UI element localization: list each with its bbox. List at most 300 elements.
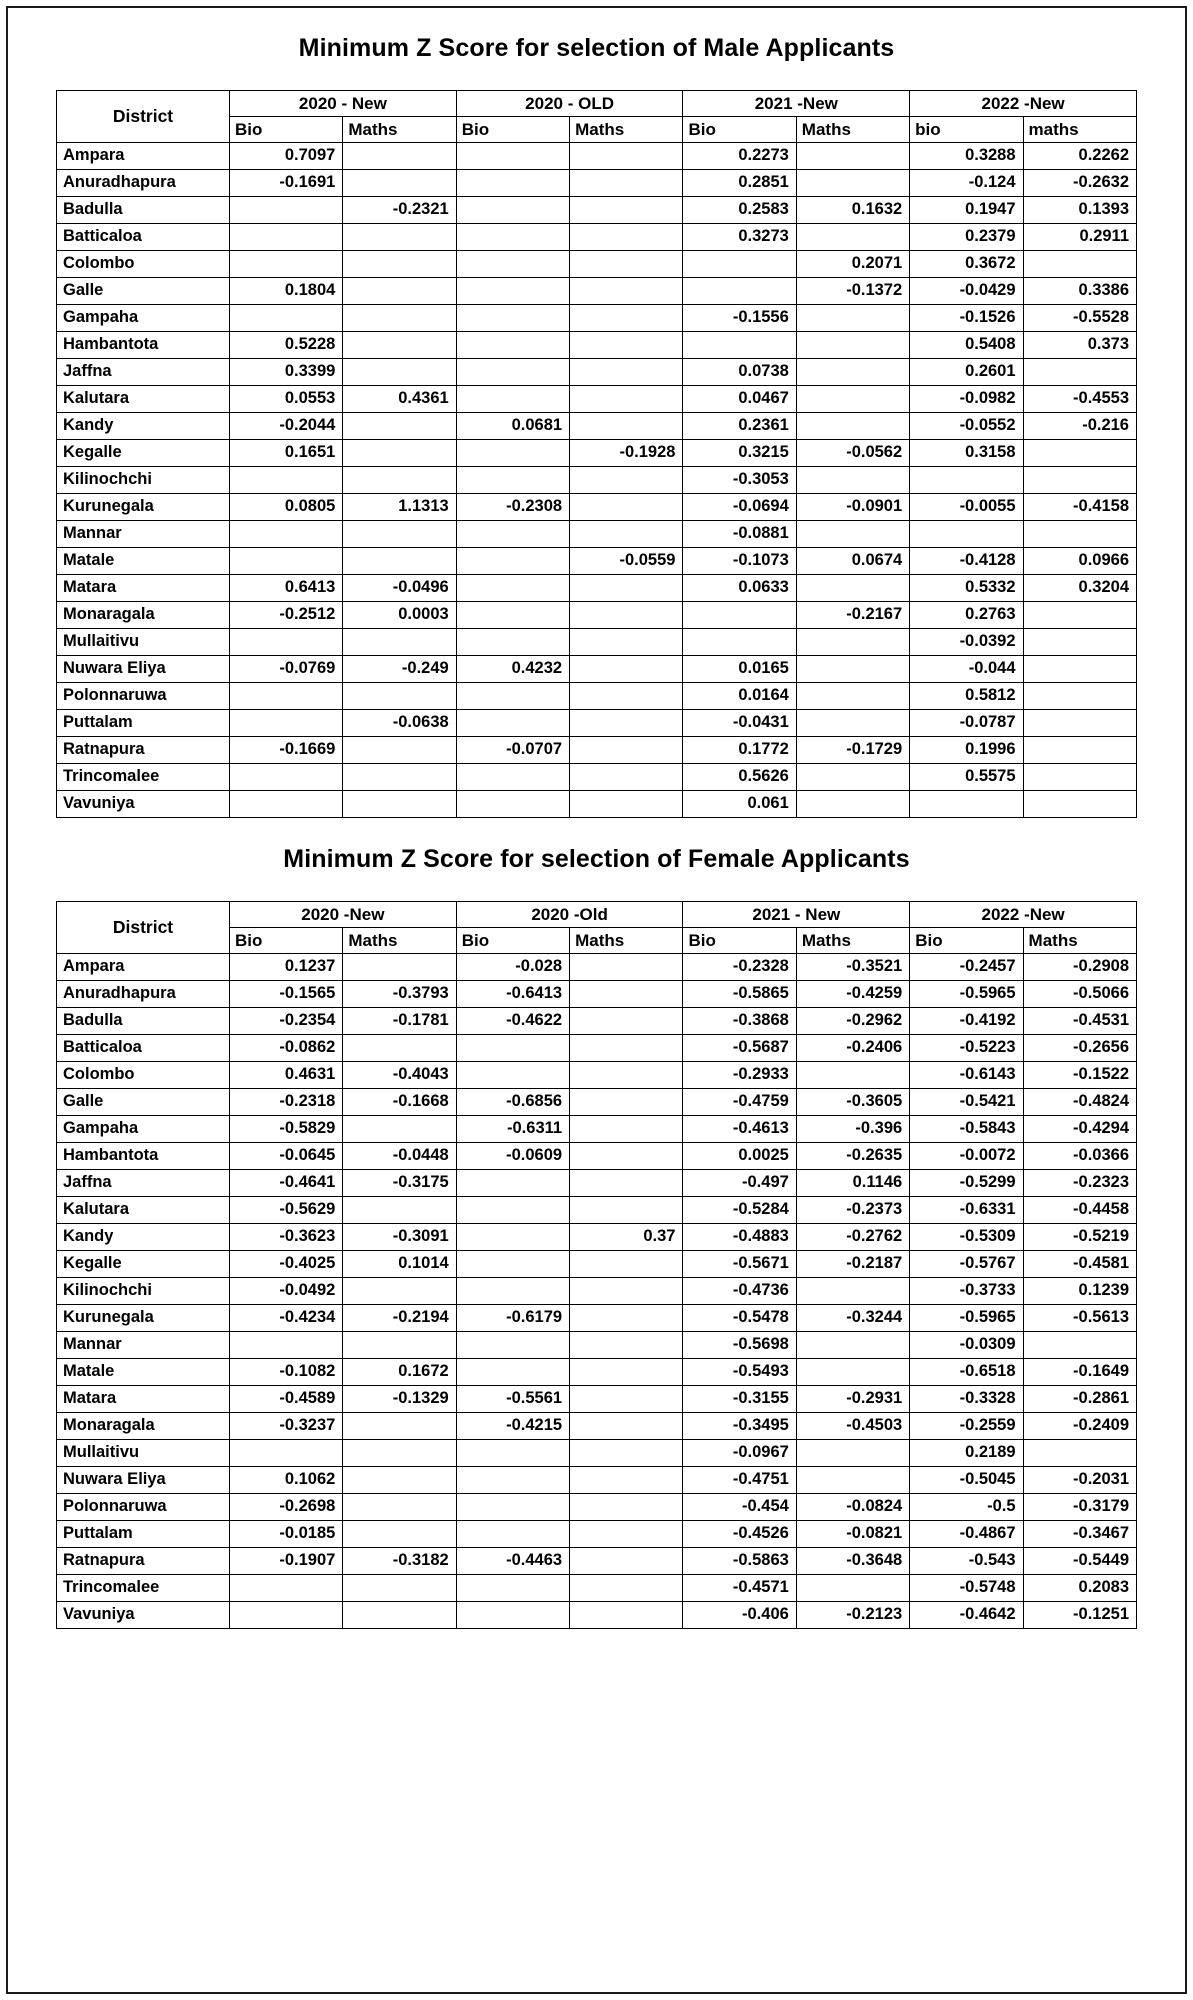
male-value-cell xyxy=(570,494,683,521)
male-table-head xyxy=(57,91,1137,143)
male-value-cell xyxy=(570,332,683,359)
table-row xyxy=(57,197,1137,224)
female-value-cell: -0.2861 xyxy=(1023,1386,1136,1413)
male-value-cell: 0.2911 xyxy=(1023,224,1136,251)
female-value-cell xyxy=(796,1467,909,1494)
female-value-cell: -0.2409 xyxy=(1023,1413,1136,1440)
female-value-cell: 0.1239 xyxy=(1023,1278,1136,1305)
male-value-cell: -0.1669 xyxy=(229,737,342,764)
female-subheader-4: Bio xyxy=(683,928,796,954)
male-value-cell: 0.0165 xyxy=(683,656,796,683)
male-district-cell: Anuradhapura xyxy=(57,170,230,197)
table-row xyxy=(57,1116,1137,1143)
female-value-cell: -0.5 xyxy=(910,1494,1023,1521)
female-value-cell: -0.2635 xyxy=(796,1143,909,1170)
male-value-cell: 0.1772 xyxy=(683,737,796,764)
female-district-cell: Jaffna xyxy=(57,1170,230,1197)
female-value-cell: -0.0862 xyxy=(229,1035,342,1062)
female-value-cell: -0.5671 xyxy=(683,1251,796,1278)
female-value-cell xyxy=(229,1575,342,1602)
male-value-cell xyxy=(343,737,456,764)
female-value-cell: -0.3328 xyxy=(910,1386,1023,1413)
female-district-cell: Matale xyxy=(57,1359,230,1386)
male-value-cell xyxy=(456,791,569,818)
female-value-cell: -0.4192 xyxy=(910,1008,1023,1035)
male-value-cell xyxy=(343,413,456,440)
male-value-cell: 0.3158 xyxy=(910,440,1023,467)
male-value-cell: 0.5228 xyxy=(229,332,342,359)
male-group-header-2021-new: 2021 -New xyxy=(683,91,910,117)
female-value-cell: -0.6413 xyxy=(456,981,569,1008)
female-value-cell: -0.2318 xyxy=(229,1089,342,1116)
female-value-cell: -0.406 xyxy=(683,1602,796,1629)
male-value-cell xyxy=(796,170,909,197)
male-district-cell: Kilinochchi xyxy=(57,467,230,494)
female-value-cell: -0.4736 xyxy=(683,1278,796,1305)
female-value-cell: -0.0821 xyxy=(796,1521,909,1548)
male-district-cell: Jaffna xyxy=(57,359,230,386)
female-value-cell xyxy=(570,1278,683,1305)
female-value-cell xyxy=(1023,1440,1136,1467)
male-value-cell xyxy=(343,791,456,818)
female-value-cell: -0.5629 xyxy=(229,1197,342,1224)
female-value-cell: -0.4571 xyxy=(683,1575,796,1602)
male-group-header-2020-old: 2020 - OLD xyxy=(456,91,683,117)
male-value-cell xyxy=(456,224,569,251)
male-value-cell: 0.0553 xyxy=(229,386,342,413)
table-row xyxy=(57,1602,1137,1629)
female-value-cell xyxy=(456,1602,569,1629)
male-value-cell xyxy=(456,440,569,467)
female-subheader-2: Bio xyxy=(456,928,569,954)
table-row xyxy=(57,710,1137,737)
male-value-cell xyxy=(570,683,683,710)
female-value-cell: -0.5865 xyxy=(683,981,796,1008)
female-value-cell xyxy=(570,1332,683,1359)
table-row xyxy=(57,764,1137,791)
table-row xyxy=(57,143,1137,170)
male-district-cell: Galle xyxy=(57,278,230,305)
female-value-cell: -0.2187 xyxy=(796,1251,909,1278)
male-value-cell: 0.2273 xyxy=(683,143,796,170)
male-value-cell: -0.1372 xyxy=(796,278,909,305)
male-value-cell xyxy=(796,224,909,251)
male-value-cell: 0.1947 xyxy=(910,197,1023,224)
male-value-cell: -0.124 xyxy=(910,170,1023,197)
female-value-cell: -0.4043 xyxy=(343,1062,456,1089)
female-value-cell: 0.2083 xyxy=(1023,1575,1136,1602)
female-value-cell xyxy=(1023,1332,1136,1359)
female-value-cell: -0.4503 xyxy=(796,1413,909,1440)
male-district-cell: Matale xyxy=(57,548,230,575)
male-value-cell: 0.2361 xyxy=(683,413,796,440)
female-value-cell xyxy=(570,1197,683,1224)
female-value-cell: -0.2323 xyxy=(1023,1170,1136,1197)
male-value-cell: -0.4553 xyxy=(1023,386,1136,413)
male-value-cell: 0.5626 xyxy=(683,764,796,791)
female-district-cell: Vavuniya xyxy=(57,1602,230,1629)
female-value-cell: -0.0366 xyxy=(1023,1143,1136,1170)
male-value-cell xyxy=(229,764,342,791)
table-row xyxy=(57,954,1137,981)
female-value-cell xyxy=(456,1197,569,1224)
female-value-cell: -0.3244 xyxy=(796,1305,909,1332)
male-value-cell xyxy=(796,359,909,386)
male-value-cell: 0.4232 xyxy=(456,656,569,683)
female-value-cell: -0.0824 xyxy=(796,1494,909,1521)
female-value-cell xyxy=(570,1170,683,1197)
male-value-cell xyxy=(343,683,456,710)
table-row xyxy=(57,440,1137,467)
male-value-cell xyxy=(1023,251,1136,278)
male-value-cell xyxy=(343,359,456,386)
male-district-cell: Kegalle xyxy=(57,440,230,467)
male-value-cell xyxy=(796,764,909,791)
male-value-cell: 0.1393 xyxy=(1023,197,1136,224)
table-row xyxy=(57,1089,1137,1116)
male-value-cell: 0.2851 xyxy=(683,170,796,197)
female-value-cell xyxy=(343,1035,456,1062)
male-value-cell: -0.249 xyxy=(343,656,456,683)
female-value-cell: 0.1237 xyxy=(229,954,342,981)
male-value-cell: -0.0638 xyxy=(343,710,456,737)
female-district-cell: Colombo xyxy=(57,1062,230,1089)
male-district-cell: Mannar xyxy=(57,521,230,548)
female-value-cell: -0.4215 xyxy=(456,1413,569,1440)
table-row xyxy=(57,1575,1137,1602)
male-value-cell: -0.2167 xyxy=(796,602,909,629)
female-value-cell: -0.497 xyxy=(683,1170,796,1197)
female-value-cell: -0.5066 xyxy=(1023,981,1136,1008)
male-value-cell xyxy=(570,629,683,656)
female-value-cell xyxy=(570,981,683,1008)
female-value-cell: -0.5687 xyxy=(683,1035,796,1062)
female-value-cell xyxy=(456,1359,569,1386)
female-value-cell xyxy=(570,1035,683,1062)
male-value-cell: -0.2308 xyxy=(456,494,569,521)
female-value-cell: -0.2908 xyxy=(1023,954,1136,981)
male-value-cell: -0.4128 xyxy=(910,548,1023,575)
male-district-cell: Badulla xyxy=(57,197,230,224)
female-value-cell: -0.2123 xyxy=(796,1602,909,1629)
male-value-cell: -0.0055 xyxy=(910,494,1023,521)
female-subheader-0: Bio xyxy=(229,928,342,954)
table-row xyxy=(57,656,1137,683)
table-row xyxy=(57,467,1137,494)
table-row xyxy=(57,548,1137,575)
table-row xyxy=(57,683,1137,710)
male-value-cell xyxy=(1023,467,1136,494)
female-value-cell xyxy=(456,1035,569,1062)
female-group-header-row xyxy=(57,902,1137,928)
table-row xyxy=(57,1305,1137,1332)
female-value-cell: -0.2194 xyxy=(343,1305,456,1332)
male-value-cell: -0.3053 xyxy=(683,467,796,494)
female-value-cell xyxy=(570,1548,683,1575)
female-value-cell xyxy=(343,1197,456,1224)
table-row xyxy=(57,1278,1137,1305)
female-district-cell: Nuwara Eliya xyxy=(57,1467,230,1494)
female-district-cell: Monaragala xyxy=(57,1413,230,1440)
male-value-cell: 0.0966 xyxy=(1023,548,1136,575)
female-value-cell xyxy=(343,1575,456,1602)
male-value-cell: 0.0003 xyxy=(343,602,456,629)
female-value-cell: 0.1014 xyxy=(343,1251,456,1278)
female-table-head xyxy=(57,902,1137,954)
female-value-cell xyxy=(343,1521,456,1548)
male-district-cell: Colombo xyxy=(57,251,230,278)
male-value-cell: 0.5408 xyxy=(910,332,1023,359)
female-value-cell xyxy=(570,1413,683,1440)
table-row xyxy=(57,629,1137,656)
female-value-cell: -0.028 xyxy=(456,954,569,981)
table-row xyxy=(57,1359,1137,1386)
female-district-cell: Hambantota xyxy=(57,1143,230,1170)
female-district-cell: Batticaloa xyxy=(57,1035,230,1062)
table-row xyxy=(57,602,1137,629)
female-value-cell: -0.3648 xyxy=(796,1548,909,1575)
male-value-cell: 0.2071 xyxy=(796,251,909,278)
female-value-cell xyxy=(456,1440,569,1467)
female-value-cell: -0.4294 xyxy=(1023,1116,1136,1143)
male-value-cell: 0.6413 xyxy=(229,575,342,602)
table-row xyxy=(57,1062,1137,1089)
female-value-cell xyxy=(570,1062,683,1089)
male-subheader-3: Maths xyxy=(570,117,683,143)
male-value-cell xyxy=(456,683,569,710)
female-value-cell: -0.2559 xyxy=(910,1413,1023,1440)
table-row xyxy=(57,1035,1137,1062)
table-row xyxy=(57,737,1137,764)
female-value-cell: -0.543 xyxy=(910,1548,1023,1575)
female-value-cell: -0.0448 xyxy=(343,1143,456,1170)
male-value-cell xyxy=(796,575,909,602)
female-value-cell xyxy=(796,1332,909,1359)
male-value-cell xyxy=(343,548,456,575)
female-value-cell: -0.1649 xyxy=(1023,1359,1136,1386)
male-value-cell: -0.1556 xyxy=(683,305,796,332)
male-value-cell xyxy=(229,548,342,575)
female-value-cell: -0.2031 xyxy=(1023,1467,1136,1494)
male-value-cell: 0.2379 xyxy=(910,224,1023,251)
male-value-cell: 0.2583 xyxy=(683,197,796,224)
male-value-cell: 0.3215 xyxy=(683,440,796,467)
female-value-cell xyxy=(570,1251,683,1278)
male-value-cell xyxy=(456,764,569,791)
male-value-cell xyxy=(1023,764,1136,791)
male-value-cell xyxy=(570,278,683,305)
female-value-cell: -0.5449 xyxy=(1023,1548,1136,1575)
male-value-cell xyxy=(910,521,1023,548)
male-value-cell xyxy=(229,710,342,737)
female-value-cell: -0.2406 xyxy=(796,1035,909,1062)
female-value-cell: -0.2457 xyxy=(910,954,1023,981)
male-value-cell: -0.216 xyxy=(1023,413,1136,440)
female-value-cell: -0.5493 xyxy=(683,1359,796,1386)
male-value-cell xyxy=(1023,359,1136,386)
female-subheader-6: Bio xyxy=(910,928,1023,954)
male-value-cell: -0.2512 xyxy=(229,602,342,629)
female-value-cell xyxy=(343,1440,456,1467)
male-value-cell xyxy=(683,278,796,305)
table-row xyxy=(57,1170,1137,1197)
male-value-cell: 0.7097 xyxy=(229,143,342,170)
male-value-cell xyxy=(570,602,683,629)
male-value-cell xyxy=(796,386,909,413)
female-value-cell: -0.5748 xyxy=(910,1575,1023,1602)
male-table-title: Minimum Z Score for selection of Male Applicants xyxy=(298,34,895,62)
male-value-cell xyxy=(1023,521,1136,548)
male-value-cell xyxy=(229,629,342,656)
female-subheader-1: Maths xyxy=(343,928,456,954)
male-value-cell xyxy=(456,467,569,494)
female-z-score-table xyxy=(56,901,1137,1629)
female-value-cell: -0.5421 xyxy=(910,1089,1023,1116)
male-district-cell: Puttalam xyxy=(57,710,230,737)
female-value-cell xyxy=(570,1440,683,1467)
table-row xyxy=(57,170,1137,197)
female-value-cell: -0.6179 xyxy=(456,1305,569,1332)
table-row xyxy=(57,981,1137,1008)
female-district-cell: Ratnapura xyxy=(57,1548,230,1575)
table-row xyxy=(57,278,1137,305)
male-district-cell: Monaragala xyxy=(57,602,230,629)
female-value-cell: -0.4751 xyxy=(683,1467,796,1494)
female-district-cell: Badulla xyxy=(57,1008,230,1035)
female-value-cell: -0.0072 xyxy=(910,1143,1023,1170)
male-value-cell: 0.2262 xyxy=(1023,143,1136,170)
female-value-cell: -0.1907 xyxy=(229,1548,342,1575)
male-value-cell: -0.0392 xyxy=(910,629,1023,656)
table-row xyxy=(57,1386,1137,1413)
male-value-cell xyxy=(570,197,683,224)
female-value-cell xyxy=(456,1494,569,1521)
male-district-cell: Nuwara Eliya xyxy=(57,656,230,683)
female-value-cell: -0.4589 xyxy=(229,1386,342,1413)
male-value-cell: -0.2044 xyxy=(229,413,342,440)
female-district-cell: Gampaha xyxy=(57,1116,230,1143)
male-value-cell xyxy=(229,791,342,818)
table-row xyxy=(57,224,1137,251)
female-value-cell: 0.0025 xyxy=(683,1143,796,1170)
male-value-cell xyxy=(796,143,909,170)
male-value-cell: -0.2321 xyxy=(343,197,456,224)
male-value-cell: 0.1651 xyxy=(229,440,342,467)
male-value-cell: 0.3386 xyxy=(1023,278,1136,305)
male-value-cell: 0.1996 xyxy=(910,737,1023,764)
female-district-cell: Polonnaruwa xyxy=(57,1494,230,1521)
male-value-cell xyxy=(343,224,456,251)
female-value-cell: -0.2656 xyxy=(1023,1035,1136,1062)
male-value-cell xyxy=(229,521,342,548)
male-value-cell: 0.0681 xyxy=(456,413,569,440)
female-value-cell: -0.5863 xyxy=(683,1548,796,1575)
male-value-cell xyxy=(456,197,569,224)
male-value-cell xyxy=(343,170,456,197)
female-value-cell: -0.5767 xyxy=(910,1251,1023,1278)
female-value-cell: -0.3733 xyxy=(910,1278,1023,1305)
male-district-cell: Kandy xyxy=(57,413,230,440)
male-value-cell: 0.2601 xyxy=(910,359,1023,386)
male-value-cell: -0.2632 xyxy=(1023,170,1136,197)
female-value-cell xyxy=(570,1116,683,1143)
female-value-cell: 0.1146 xyxy=(796,1170,909,1197)
table-row xyxy=(57,1251,1137,1278)
female-value-cell: -0.5309 xyxy=(910,1224,1023,1251)
male-value-cell: -0.0496 xyxy=(343,575,456,602)
female-value-cell: -0.4867 xyxy=(910,1521,1023,1548)
male-value-cell xyxy=(796,305,909,332)
female-table-body xyxy=(57,954,1137,1629)
female-value-cell xyxy=(229,1602,342,1629)
female-value-cell xyxy=(343,1278,456,1305)
male-value-cell: 1.1313 xyxy=(343,494,456,521)
male-value-cell: 0.2763 xyxy=(910,602,1023,629)
male-value-cell: -0.1691 xyxy=(229,170,342,197)
male-value-cell xyxy=(343,251,456,278)
male-value-cell xyxy=(796,656,909,683)
male-value-cell xyxy=(796,521,909,548)
female-value-cell: -0.1082 xyxy=(229,1359,342,1386)
male-value-cell xyxy=(570,737,683,764)
male-value-cell: -0.0901 xyxy=(796,494,909,521)
male-subheader-1: Maths xyxy=(343,117,456,143)
male-value-cell: 0.5575 xyxy=(910,764,1023,791)
female-district-cell: Kalutara xyxy=(57,1197,230,1224)
female-value-cell xyxy=(343,1332,456,1359)
male-group-header-2022-new: 2022 -New xyxy=(910,91,1137,117)
female-value-cell: -0.3793 xyxy=(343,981,456,1008)
female-group-header-2020-new: 2020 -New xyxy=(229,902,456,928)
male-district-cell: Polonnaruwa xyxy=(57,683,230,710)
female-value-cell: -0.4259 xyxy=(796,981,909,1008)
male-value-cell: 0.0164 xyxy=(683,683,796,710)
female-subheader-3: Maths xyxy=(570,928,683,954)
table-row xyxy=(57,1143,1137,1170)
female-value-cell: -0.5843 xyxy=(910,1116,1023,1143)
male-subheader-5: Maths xyxy=(796,117,909,143)
male-subheader-7: maths xyxy=(1023,117,1136,143)
table-row xyxy=(57,413,1137,440)
female-value-cell: -0.5698 xyxy=(683,1332,796,1359)
female-value-cell xyxy=(570,1521,683,1548)
female-district-cell: Anuradhapura xyxy=(57,981,230,1008)
male-value-cell xyxy=(570,251,683,278)
male-value-cell: 0.061 xyxy=(683,791,796,818)
male-value-cell xyxy=(570,791,683,818)
male-value-cell xyxy=(343,143,456,170)
male-value-cell xyxy=(910,467,1023,494)
male-value-cell xyxy=(570,710,683,737)
female-district-header: District xyxy=(57,902,230,954)
male-value-cell xyxy=(456,278,569,305)
table-row xyxy=(57,1548,1137,1575)
male-value-cell: 0.3399 xyxy=(229,359,342,386)
female-value-cell: -0.2931 xyxy=(796,1386,909,1413)
female-table-title: Minimum Z Score for selection of Female Applicants xyxy=(283,845,910,873)
female-value-cell: -0.396 xyxy=(796,1116,909,1143)
female-value-cell xyxy=(456,1062,569,1089)
male-value-cell xyxy=(229,197,342,224)
male-value-cell: -0.0881 xyxy=(683,521,796,548)
female-value-cell: -0.3868 xyxy=(683,1008,796,1035)
male-value-cell xyxy=(229,224,342,251)
female-district-cell: Ampara xyxy=(57,954,230,981)
female-value-cell: -0.5223 xyxy=(910,1035,1023,1062)
male-value-cell xyxy=(570,305,683,332)
male-value-cell xyxy=(343,764,456,791)
male-value-cell: -0.0431 xyxy=(683,710,796,737)
